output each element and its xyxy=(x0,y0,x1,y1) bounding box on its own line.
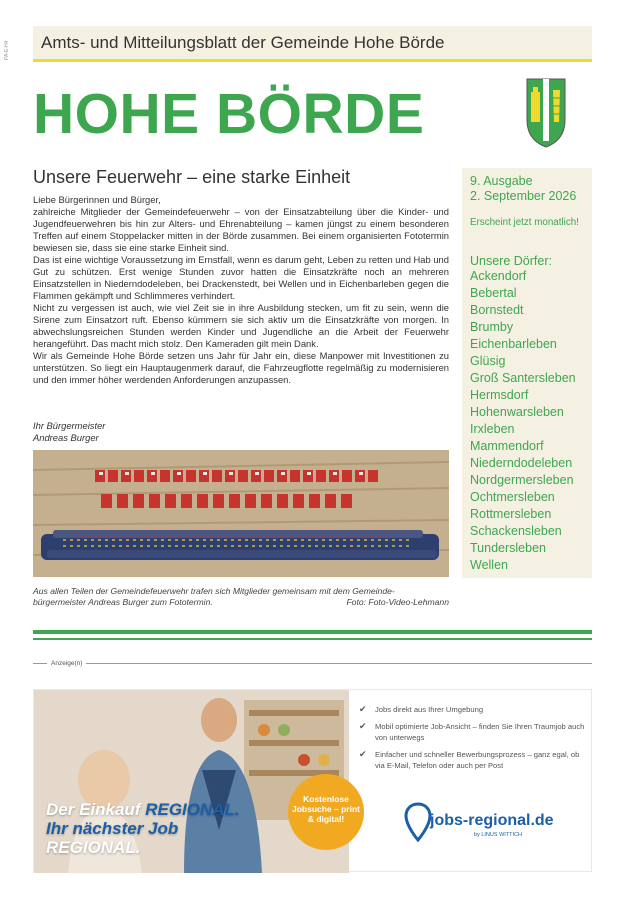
ad-headline xyxy=(46,800,240,857)
check-icon: ✔ xyxy=(359,704,367,714)
photo-credit: Foto: Foto-Video-Lehmann xyxy=(346,597,449,607)
article-paragraph: Wir als Gemeinde Hohe Börde setzen uns Jahr für Jahr ein, diese Manpower mit Investitionen zu unterstützen. So liegt ein Hauptaugenmerk darauf, die Fahrzeugflotte regelmäßig zu modernisieren und den immer höher werdenden Anforderungen anzupassen. xyxy=(33,350,449,385)
article-paragraph: Das ist eine wichtige Voraussetzung im Ernstfall, wenn es darum geht, Leben zu retten und Hab und Gut zu schützen. Erst wenige Stunden zuvor hatten die Einsatzkräfte noch an mehreren Einsatzstellen in Niederndodeleben, bei Drackenstedt, bei Wellen und in Eichenbarleben gegen die Flammen gekämpft und Schlimmeres verhindert. xyxy=(33,254,449,301)
check-icon: ✔ xyxy=(359,749,367,759)
logo-wordmark: jobs-regional.de xyxy=(430,812,554,829)
village-item: Hohenwarsleben xyxy=(470,405,564,419)
ad-benefits-list xyxy=(359,704,589,777)
village-item: Eichenbarleben xyxy=(470,337,557,351)
ad-headline-line: Ihr nächster Job xyxy=(46,819,179,838)
village-item: Ochtmersleben xyxy=(470,490,555,504)
check-icon: ✔ xyxy=(359,721,367,731)
ad-benefit-item xyxy=(359,721,589,743)
villages-list xyxy=(470,268,584,574)
signature-role: Ihr Bürgermeister xyxy=(33,420,106,431)
village-item: Tundersleben xyxy=(470,541,546,555)
info-sidebar xyxy=(462,168,592,578)
ad-headline-line: Der Einkauf xyxy=(46,800,146,819)
signature-name: Andreas Burger xyxy=(33,432,99,443)
caption-line: bürgermeister Andreas Burger zum Fototermin. xyxy=(33,597,213,607)
photo-caption xyxy=(33,586,449,608)
village-item: Bebertal xyxy=(470,286,517,300)
divider-thin xyxy=(33,638,592,640)
coat-of-arms-icon xyxy=(526,78,566,148)
village-item: Niederndodeleben xyxy=(470,456,573,470)
ad-benefit-item xyxy=(359,704,589,715)
villages-heading: Unsere Dörfer: xyxy=(470,254,552,268)
village-item: Ackendorf xyxy=(470,269,527,283)
village-item: Irxleben xyxy=(470,422,515,436)
masthead-title: HOHE BÖRDE xyxy=(33,82,425,146)
article-paragraph: Nicht zu vergessen ist auch, wie viel Zeit sie in ihre Ausbildung stecken, um fit zu sein, wenn die Sirene zum Einsatzort ruft. Ebenso kümmern sie sich aktiv um die Einsatzkräfte von morgen. In abwechslungsreichen Stunden werden Kinder und Jugendliche an die Arbeit der Feuerwehr herangeführt. Das macht mich stolz. Den Kameraden gilt mein Dank. xyxy=(33,302,449,349)
caption-line: Aus allen Teilen der Gemeindefeuerwehr trafen sich Mitglieder gemeinsam mit dem Gemeinde- xyxy=(33,586,395,596)
ad-benefit-text: Einfacher und schneller Bewerbungsprozess – ganz egal, ob via E-Mail, Telefon oder auch per Post xyxy=(375,750,580,770)
jobs-regional-logo[interactable] xyxy=(404,798,574,848)
village-item: Schackensleben xyxy=(470,524,562,538)
village-item: Brumby xyxy=(470,320,514,334)
village-item: Glüsig xyxy=(470,354,506,368)
fire-brigade-photo xyxy=(33,450,449,577)
ad-benefit-item xyxy=(359,749,589,771)
aerial-field-image xyxy=(33,450,449,577)
ad-label: Anzeige(n) xyxy=(51,659,83,667)
village-item: Mammendorf xyxy=(470,439,544,453)
article-paragraph: Liebe Bürgerinnen und Bürger, xyxy=(33,194,161,205)
ad-label-row xyxy=(33,657,592,669)
publication-subtitle: Amts- und Mitteilungsblatt der Gemeinde Hohe Börde xyxy=(41,33,445,52)
ad-label-rule-right xyxy=(86,663,592,664)
publication-subtitle-bar xyxy=(33,26,592,62)
article-paragraph: zahlreiche Mitglieder der Gemeindefeuerwehr – von der Einsatzabteilung über die Kinder- und Jugendfeuerwehren bis hin zur Alters- und Ehrenabteilung – kamen jüngst zu einem besonderen Treffen auf einem Stoppelacker mitten in der Börde zusammen. Bei einem organisierten Fototermin bewiesen sie, dass sie eine starke Einheit sind. xyxy=(33,206,449,253)
village-item: Nordgermersleben xyxy=(470,473,574,487)
ad-label-rule-left xyxy=(33,663,47,664)
ad-badge: Kostenlose Jobsuche – print & digital! xyxy=(288,774,364,850)
issue-date: 2. September 2026 xyxy=(470,189,577,203)
location-pin-icon xyxy=(404,802,432,842)
advertisement[interactable] xyxy=(33,689,592,872)
ad-headline-accent: REGIONAL. xyxy=(145,800,240,819)
ad-benefit-text: Jobs direkt aus Ihrer Umgebung xyxy=(375,705,484,714)
article-body xyxy=(33,194,449,386)
ad-benefit-text: Mobil optimierte Job-Ansicht – finden Sie Ihren Traumjob auch von unterwegs xyxy=(375,722,585,742)
article-title: Unsere Feuerwehr – eine starke Einheit xyxy=(33,167,351,187)
signature xyxy=(33,420,105,444)
village-item: Hermsdorf xyxy=(470,388,529,402)
side-code: PA-E-H4 xyxy=(4,40,10,60)
issue-number: 9. Ausgabe xyxy=(470,174,533,188)
monthly-note: Erscheint jetzt monatlich! xyxy=(470,217,579,228)
ad-headline-line: REGIONAL. xyxy=(46,838,141,857)
village-item: Wellen xyxy=(470,558,508,572)
village-item: Bornstedt xyxy=(470,303,524,317)
logo-byline: by LINUS WITTICH xyxy=(474,832,522,838)
village-item: Rottmersleben xyxy=(470,507,552,521)
village-item: Groß Santersleben xyxy=(470,371,576,385)
divider-thick xyxy=(33,630,592,634)
